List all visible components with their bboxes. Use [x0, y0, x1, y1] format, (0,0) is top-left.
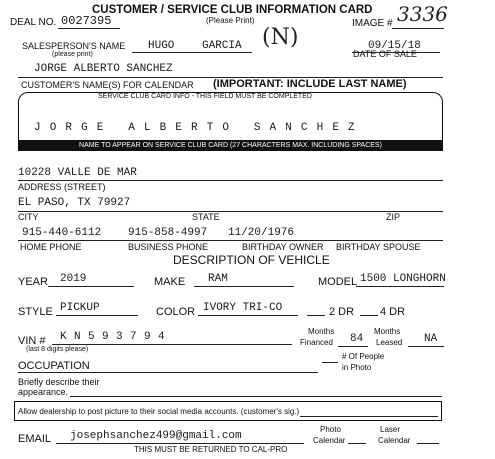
important-note: (IMPORTANT: INCLUDE LAST NAME)	[213, 78, 407, 90]
photo-label-2: Calendar	[313, 436, 346, 445]
occupation-label: OCCUPATION	[18, 360, 90, 372]
image-label: IMAGE #	[352, 18, 393, 29]
please-print-note: (Please Print)	[206, 16, 255, 25]
months-financed-label-1: Months	[308, 327, 335, 336]
social-media-label: Allow dealership to post picture to their social media accounts. (customer's sig.)	[18, 407, 300, 416]
photo-label-1: Photo	[320, 425, 341, 434]
street-line	[18, 180, 443, 181]
people-label-2: in Photo	[342, 363, 372, 372]
salesperson-last: GARCIA	[202, 40, 242, 52]
salesperson-sublabel: (please print)	[52, 51, 93, 58]
state-label: STATE	[192, 212, 220, 222]
n-mark: (N)	[262, 25, 299, 50]
email-line	[56, 443, 304, 444]
card-info-bar: SERVICE CLUB CARD INFO - THIS FIELD MUST BE COMPLETED	[98, 93, 312, 100]
financed-line	[338, 346, 368, 347]
salesperson-line	[132, 52, 252, 53]
months-financed-label-2: Financed	[300, 338, 333, 347]
year-value: 2019	[60, 273, 87, 285]
color-label: COLOR	[156, 306, 196, 318]
vehicle-section-title: DESCRIPTION OF VEHICLE	[173, 253, 330, 267]
year-line	[48, 286, 134, 287]
four-dr-label: 4 DR	[380, 306, 406, 318]
vin-sublabel: (last 8 digits please)	[26, 346, 89, 353]
deal-no-line	[58, 28, 120, 29]
phones-line	[18, 240, 443, 241]
leased-value: NA	[424, 333, 438, 345]
appearance-line	[70, 396, 442, 397]
people-line	[322, 362, 338, 363]
date-of-sale-label: DATE OF SALE	[353, 49, 417, 59]
deal-no-value: 0027395	[61, 14, 112, 28]
appearance-label-2: appearance.	[18, 387, 69, 397]
year-label: YEAR	[18, 276, 48, 288]
birthday-spouse-label: BIRTHDAY SPOUSE	[336, 242, 421, 252]
business-phone-label: BUSINESS PHONE	[128, 242, 209, 252]
salesperson-label: SALESPERSON'S NAME	[22, 41, 126, 51]
model-label: MODEL	[318, 276, 358, 288]
make-value: RAM	[208, 273, 228, 285]
photo-line	[348, 443, 366, 444]
deal-no-label: DEAL NO.	[10, 17, 57, 28]
date-of-sale-value: 09/15/18	[368, 40, 421, 52]
vin-label: VIN #	[18, 335, 46, 347]
appearance-label-1: Briefly describe their	[18, 377, 100, 387]
vin-value: KN593794	[60, 331, 173, 343]
birthday-owner-value: 11/20/1976	[228, 227, 295, 239]
image-value: 3336	[397, 2, 448, 26]
home-phone-label: HOME PHONE	[20, 242, 82, 252]
image-line	[392, 28, 444, 29]
color-line	[198, 315, 298, 316]
color-value: IVORY TRI-CO	[203, 302, 283, 314]
city-line	[18, 211, 443, 212]
footer-note: THIS MUST BE RETURNED TO CAL-PRO	[134, 445, 288, 454]
laser-label-1: Laser	[380, 425, 401, 434]
model-line	[356, 286, 444, 287]
customer-name-label: CUSTOMER'S NAME(S) FOR CALENDAR	[21, 80, 194, 90]
make-line	[194, 286, 294, 287]
model-value: 1500 LONGHORN	[360, 273, 446, 285]
street-value: 10228 VALLE DE MAR	[18, 167, 137, 179]
occupation-line	[18, 372, 318, 373]
birthday-owner-label: BIRTHDAY OWNER	[242, 242, 324, 252]
two-dr-line	[307, 315, 325, 316]
four-dr-line	[360, 315, 378, 316]
two-dr-label: 2 DR	[329, 306, 355, 318]
laser-label-2: Calendar	[378, 436, 411, 445]
financed-value: 84	[350, 333, 364, 345]
salesperson-first: HUGO	[148, 40, 175, 52]
home-phone-value: 915-440-6112	[22, 227, 102, 239]
zip-label: ZIP	[386, 212, 401, 222]
months-leased-label-2: Leased	[376, 338, 403, 347]
style-value: PICKUP	[60, 302, 100, 314]
card-name-value: JORGE ALBERTO SANCHEZ	[34, 122, 364, 134]
business-phone-value: 915-858-4997	[128, 227, 208, 239]
months-leased-label-1: Months	[374, 327, 401, 336]
form-title: CUSTOMER / SERVICE CLUB INFORMATION CARD	[92, 4, 373, 16]
social-sig-line	[300, 416, 438, 417]
email-label: EMAIL	[18, 433, 52, 445]
vin-line	[52, 344, 292, 345]
customer-name-value: JORGE ALBERTO SANCHEZ	[34, 63, 173, 75]
laser-line	[417, 443, 439, 444]
city-value: EL PASO, TX 79927	[18, 197, 131, 209]
people-label-1: # Of People	[342, 352, 385, 361]
make-label: MAKE	[154, 276, 186, 288]
style-label: STYLE	[18, 306, 53, 318]
style-line	[56, 315, 138, 316]
city-label: CITY	[18, 212, 39, 222]
email-value: josephsanchez499@gmail.com	[70, 430, 242, 442]
street-label: ADDRESS (STREET)	[18, 182, 106, 192]
leased-line	[408, 346, 444, 347]
card-name-bar: NAME TO APPEAR ON SERVICE CLUB CARD (27 CHARACTERS MAX. INCLUDING SPACES)	[18, 140, 443, 151]
